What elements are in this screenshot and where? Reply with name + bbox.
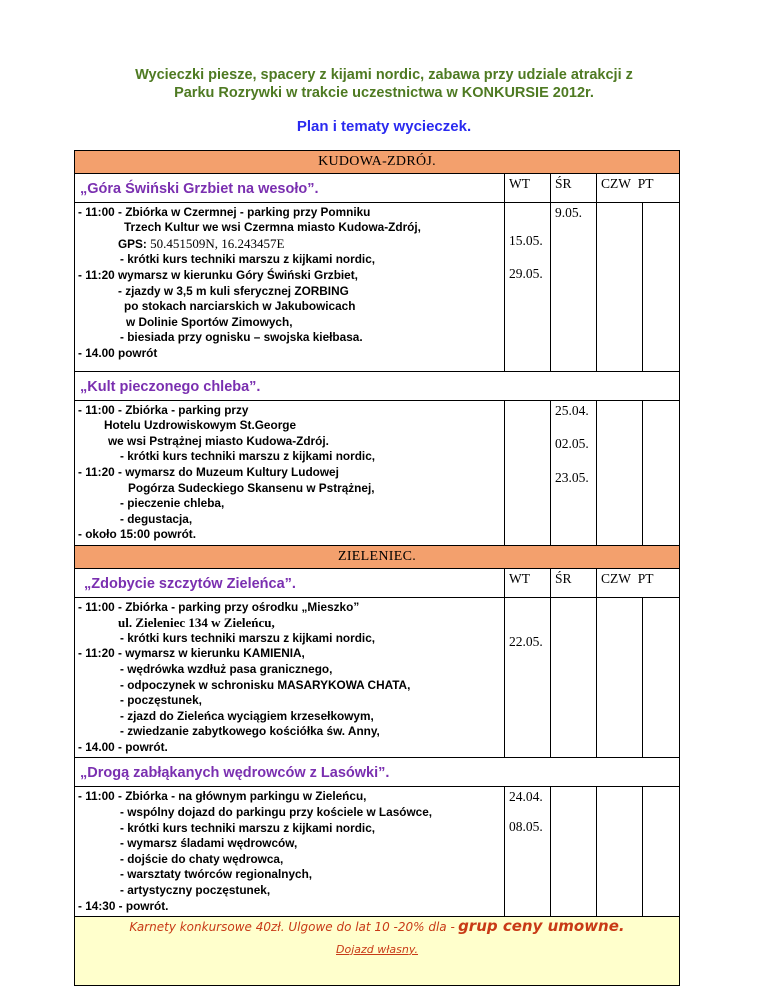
event-title-row [75,371,680,400]
dates-wt [505,202,551,371]
event-description: - 11:00 - Zbiórka - parking przy ośrodku „Mieszko” ul. Zieleniec 134 w Zieleńcu, - krótki kurs techniki marszu z kijkami nordic, - 11:20 - wymarsz w kierunku KAMIENIA, - wędrówka wzdłuż pasa granicznego, - odpoczynek w schronisku MASARYKOWA CHATA, - poczęstunek, - zjazd do Zieleńca wyciągiem krzesełkowym, - zwiedzanie zabytkowego kościółka św. Anny, - 14.00 - powrót. [75,597,505,758]
footer-row [75,917,680,986]
date-value: 23.05. [555,469,589,485]
dates-wt [505,787,551,917]
event-row [75,202,680,371]
document-heading [0,66,768,102]
dates-sr [551,202,597,371]
event-title-row [75,173,680,202]
day-header-sr: ŚR [551,568,597,597]
footer-price-text: Karnety konkursowe 40zł. Ulgowe do lat 10 -20% dla - [129,920,455,935]
document-subtitle: Plan i tematy wycieczek. [296,118,472,135]
section-header-zieleniec [75,545,680,568]
date-value: 9.05. [555,204,582,220]
day-header-czw-pt: CZW PT [597,173,680,202]
event-description: - 11:00 - Zbiórka - na głównym parkingu w Zieleńcu, - wspólny dojazd do parkingu przy kościele w Lasówce, - krótki kurs techniki marszu z kijkami nordic, - wymarsz śladami wędrowców, - dojście do chaty wędrowca, - warsztaty twórców regionalnych, - artystyczny poczęstunek, - 14:30 - powrót. [75,787,505,917]
date-value: 24.04. [509,789,543,805]
event-description: - 11:00 - Zbiórka w Czermnej - parking przy Pomniku Trzech Kultur we wsi Czermna miasto Kudowa-Zdrój, GPS: 50.451509N, 16.243457E - krótki kurs techniki marszu z kijkami nordic, - 11:20 wymarsz w kierunku Góry Świński Grzbiet, - zjazdy w 3,5 m kuli sferycznej ZORBING po stokach narciarskich w Jakubowicach w Dolinie Sportów Zimowych, - biesiada przy ognisku – swojska kiełbasa. - 14.00 powrót [75,202,505,371]
day-header-wt: WT [505,568,551,597]
dates-wt [505,597,551,758]
day-header-sr: ŚR [551,173,597,202]
date-value: 25.04. [555,402,589,418]
event-description: - 11:00 - Zbiórka - parking przy Hotelu Uzdrowiskowym St.George we wsi Pstrążnej miasto Kudowa-Zdrój. - krótki kurs techniki marszu z kijkami nordic, - 11:20 - wymarsz do Muzeum Kultury Ludowej Pogórza Sudeckiego Skansenu w Pstrążnej, - pieczenie chleba, - degustacja, - około 15:00 powrót. [75,400,505,545]
section-header-kudowa [75,151,680,174]
footer-transport-note: Dojazd własny. [336,942,419,956]
section-name: ZIELENIEC. [75,545,680,568]
date-value: 08.05. [509,819,543,835]
section-name: KUDOWA-ZDRÓJ. [75,151,680,174]
footer-note [75,917,680,986]
schedule-table [74,150,680,986]
footer-emphasis: grup ceny umowne. [458,917,625,936]
event-title: „Kult pieczonego chleba”. [80,378,261,395]
dates-sr [551,400,597,545]
date-value: 15.05. [509,232,543,248]
day-header-wt: WT [505,173,551,202]
date-value: 29.05. [509,266,543,282]
date-value: 22.05. [509,633,543,649]
event-title: „Drogą zabłąkanych wędrowców z Lasówki”. [80,765,390,782]
event-title: „Góra Świński Grzbiet na wesoło”. [80,180,319,197]
event-title-row [75,758,680,787]
event-row [75,597,680,758]
day-header-czw-pt: CZW PT [597,568,680,597]
heading-line-1: Wycieczki piesze, spacery z kijami nordic, zabawa przy udziale atrakcji z [135,67,633,83]
event-title: „Zdobycie szczytów Zieleńca”. [84,575,296,592]
event-title-row [75,568,680,597]
date-value: 02.05. [555,436,589,452]
event-row [75,400,680,545]
event-row [75,787,680,917]
heading-line-2: Parku Rozrywki w trakcie uczestnictwa w KONKURSIE 2012r. [174,85,594,101]
